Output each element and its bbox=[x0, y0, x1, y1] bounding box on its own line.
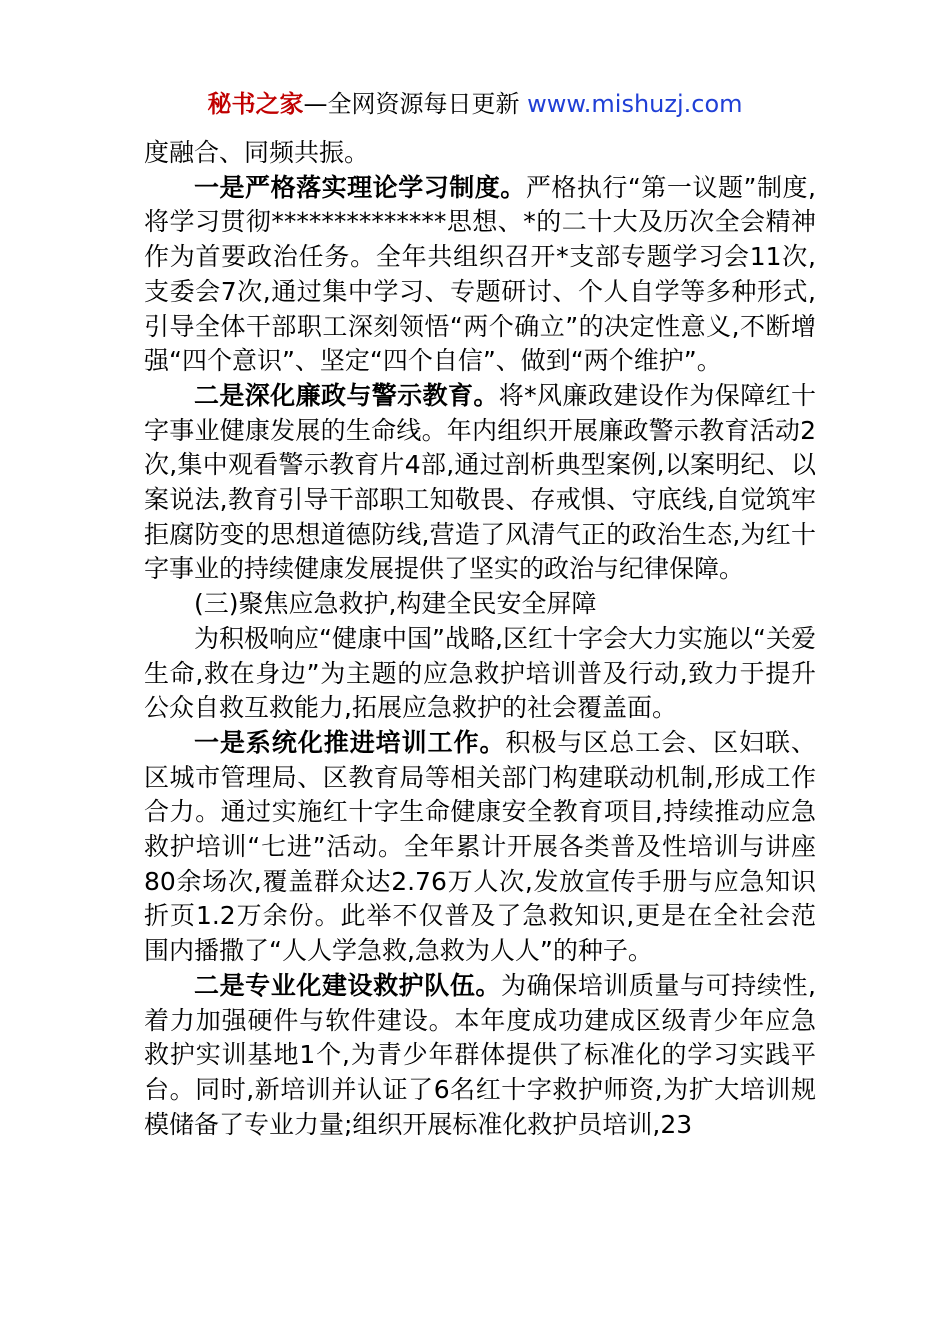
section-heading-text: (三)聚焦应急救护,构建全民安全屏障 bbox=[194, 589, 597, 619]
paragraph-text: 度融合、同频共振。 bbox=[144, 138, 370, 167]
paragraph-lead: 一是系统化推进培训工作。 bbox=[194, 727, 506, 757]
paragraph-lead: 二是深化廉政与警示教育。 bbox=[194, 380, 499, 410]
paragraph-continuation bbox=[144, 136, 816, 171]
document-body bbox=[144, 136, 816, 1142]
paragraph-lead: 二是专业化建设救护队伍。 bbox=[194, 970, 502, 1000]
section-heading bbox=[144, 587, 816, 622]
header-tagline: 全网资源每日更新 bbox=[327, 90, 520, 118]
paragraph-rescue-team bbox=[144, 969, 816, 1143]
paragraph-text: 为积极响应“健康中国”战略,区红十字会大力实施以“关爱生命,救在身边”为主题的应急救护培训普及行动,致力于提升公众自救互救能力,拓展应急救护的社会覆盖面。 bbox=[144, 623, 816, 723]
paragraph-lead: 一是严格落实理论学习制度。 bbox=[194, 172, 526, 202]
paragraph-text: 积极与区总工会、区妇联、区城市管理局、区教育局等相关部门构建联动机制,形成工作合力。通过实施红十字生命健康安全教育项目,持续推动应急救护培训“七进”活动。全年累计开展各类普及性培训与讲座80余场次,覆盖群众达2.76万人次,发放宣传手册与应急知识折页1.2万余份。此举不仅普及了急救知识,更是在全社会范围内播撒了“人人学急救,急救为人人”的种子。 bbox=[144, 727, 816, 966]
brand-name: 秘书之家 bbox=[207, 90, 304, 118]
paragraph-training-work bbox=[144, 726, 816, 969]
paragraph-intro bbox=[144, 622, 816, 726]
paragraph-text: 将*风廉政建设作为保障红十字事业健康发展的生命线。年内组织开展廉政警示教育活动2次,集中观看警示教育片4部,通过剖析典型案例,以案明纪、以案说法,教育引导干部职工知敬畏、存戒惧、守底线,自觉筑牢拒腐防变的思想道德防线,营造了风清气正的政治生态,为红十字事业的持续健康发展提供了坚实的政治与纪律保障。 bbox=[144, 380, 816, 584]
paragraph-integrity-education bbox=[144, 379, 816, 587]
paragraph-theory-study bbox=[144, 171, 816, 379]
header-separator: — bbox=[303, 90, 328, 118]
page-header bbox=[0, 88, 950, 120]
header-url-link[interactable]: www.mishuzj.com bbox=[527, 90, 743, 118]
paragraph-text: 为确保培训质量与可持续性,着力加强硬件与软件建设。本年度成功建成区级青少年应急救护实训基地1个,为青少年群体提供了标准化的学习实践平台。同时,新培训并认证了6名红十字救护师资,为扩大培训规模储备了专业力量;组织开展标准化救护员培训,23 bbox=[144, 970, 816, 1139]
paragraph-text: 严格执行“第一议题”制度,将学习贯彻**************思想、*的二十大及历次全会精神作为首要政治任务。全年共组织召开*支部专题学习会11次,支委会7次,通过集中学习、专题研讨、个人自学等多种形式,引导全体干部职工深刻领悟“两个确立”的决定性意义,不断增强“四个意识”、坚定“四个自信”、做到“两个维护”。 bbox=[144, 172, 816, 376]
